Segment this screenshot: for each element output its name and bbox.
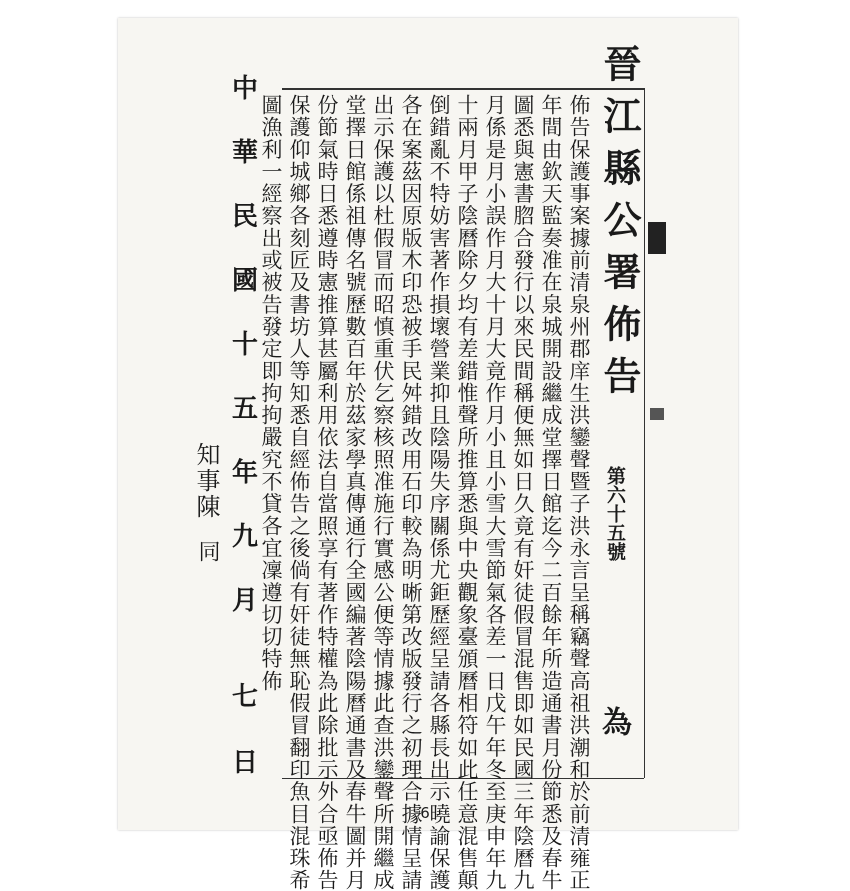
frame-top-rule <box>282 88 644 90</box>
official-name: 同 <box>195 540 220 562</box>
body-column-11: 保護仰城鄉各刻匠及書坊人等知悉自經佈告之後倘有奸徒無恥假冒翻印魚目混珠希 <box>287 94 311 891</box>
date-char: 華 <box>231 138 258 168</box>
body-column-9: 堂擇日館係祖傳名號歷數百年於茲家學真傳通行全國編著陰陽曆通書及春牛圖并月 <box>343 94 367 891</box>
date-char: 七 <box>231 682 258 712</box>
body-column-8: 出示保護以杜假冒而昭慎重伏乞察核照准施行實感公便等情據此查洪鑾聲所開繼成 <box>371 94 395 891</box>
date-char: 九 <box>231 522 258 552</box>
body-column-4: 月係是月小誤作月大十月大竟作月小且小雪大雪節氣各差一日戊午年冬至庚申年九 <box>483 94 507 891</box>
binding-mark <box>648 222 666 254</box>
body-column-7: 各在案茲因原版木印恐被手民舛錯改用石印較為明晰第改版發行之初理合據情呈請 <box>399 94 423 891</box>
date-char: 中 <box>231 74 258 104</box>
date-char: 年 <box>231 458 258 488</box>
date-char: 月 <box>231 586 258 616</box>
body-column-3: 圖悉與憲書脗合發行以來民間稱便無如日久竟有奸徒假冒混售即如民國三年陰曆九 <box>511 94 535 891</box>
body-column-6: 倒錯亂不特妨害著作損壞營業抑且陰陽失序關係尤鉅歷經呈請各縣長出示曉諭保護 <box>427 94 451 891</box>
body-column-1: 佈告保護事案據前清泉州郡庠生洪鑾聲暨子洪永言呈稱竊聲高祖洪潮和於前清雍正 <box>567 94 591 891</box>
page-number: 6 <box>420 804 430 822</box>
document-number: 第六十五號 <box>604 466 626 561</box>
date-char: 五 <box>231 394 258 424</box>
date-char: 十 <box>231 330 258 360</box>
body-column-5: 十兩月甲子陰曆除夕均有差錯惟聲所推算悉與中央觀象臺頒曆相符如此任意混售顛 <box>455 94 479 891</box>
body-column-12: 圖漁利一經察出或被告發定即拘拘嚴究不貸各宜凜遵切切特佈 <box>259 94 283 693</box>
date-char: 日 <box>231 748 258 778</box>
binding-mark-small <box>650 408 664 420</box>
official-title: 知事陳 <box>192 442 220 520</box>
notice-title: 晉江縣公署佈告 <box>597 44 642 408</box>
date-char: 民 <box>231 202 258 232</box>
purpose-character: 為 <box>596 706 631 736</box>
date-char: 國 <box>231 266 258 296</box>
body-column-2: 年間由欽天監奏准在泉城開設繼成堂擇日館迄今二百餘年所造通書月份節悉及春牛 <box>539 94 563 891</box>
frame-right-rule <box>644 88 645 778</box>
body-column-10: 份節氣時日悉遵時憲推算甚屬利用依法自當照享有著作特權為此除批示外合亟佈告 <box>315 94 339 891</box>
